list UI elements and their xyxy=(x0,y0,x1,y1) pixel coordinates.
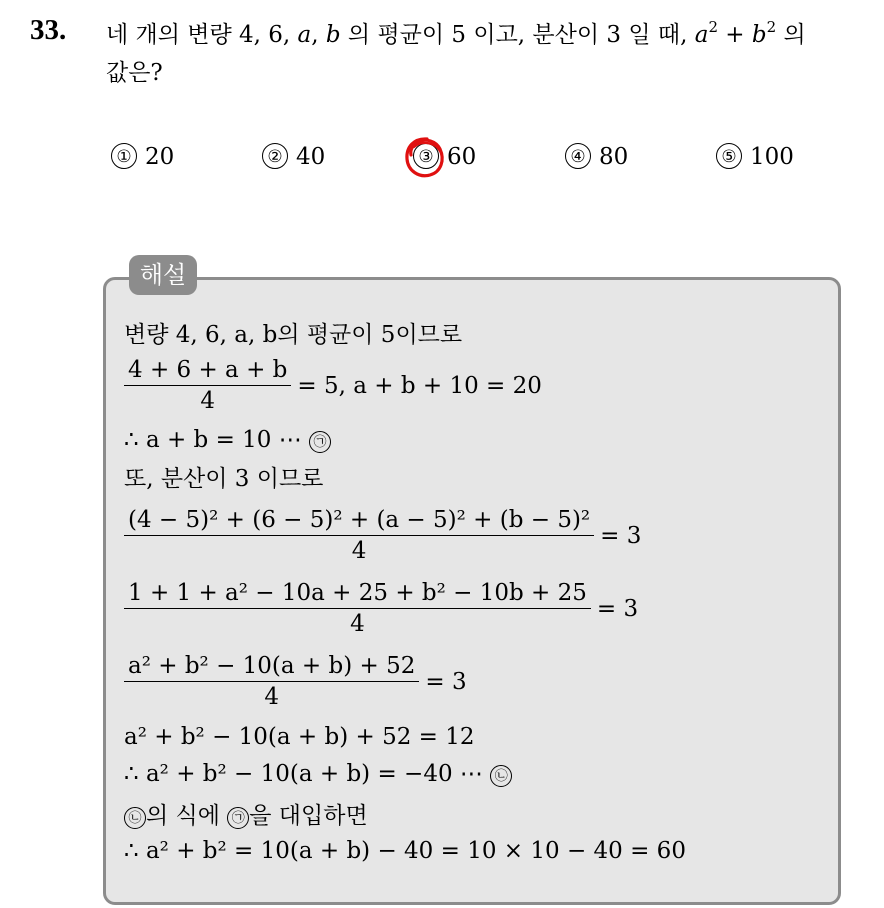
solution-line-sum xyxy=(124,427,331,453)
comma: , xyxy=(311,22,326,48)
question-text-suffix: 의 xyxy=(776,22,806,48)
label-nieun: ㉡ xyxy=(124,807,146,829)
fraction-rhs: = 3 xyxy=(425,668,467,695)
choice-value: 40 xyxy=(296,144,326,170)
answer-choice-5[interactable] xyxy=(716,143,794,170)
choice-number: ① xyxy=(111,143,137,169)
exponent: 2 xyxy=(708,18,718,36)
var-a: a xyxy=(297,22,312,48)
choice-number: ⑤ xyxy=(716,143,742,169)
choice-value: 80 xyxy=(599,144,629,170)
question-text-line-2: 값은? xyxy=(106,60,163,86)
solution-tab-label: 해설 xyxy=(129,255,197,295)
minus40-text: ∴ a² + b² − 10(a + b) = −40 ⋯ xyxy=(124,761,491,787)
question-text-mid: 의 평균이 5 이고, 분산이 3 일 때, xyxy=(340,22,695,48)
choice-number: ④ xyxy=(565,143,591,169)
solution-line-1: 변량 4, 6, a, b의 평균이 5이므로 xyxy=(124,322,463,348)
solution-fraction-3 xyxy=(124,578,638,639)
question-text-prefix: 네 개의 변량 4, 6, xyxy=(106,22,298,48)
answer-choice-1[interactable] xyxy=(111,143,174,170)
fraction-numerator: 1 + 1 + a² − 10a + 25 + b² − 10b + 25 xyxy=(124,578,591,609)
solution-fraction-2 xyxy=(124,505,641,566)
substitute-text-1: 의 식에 xyxy=(146,803,228,829)
fraction-denominator: 4 xyxy=(351,538,367,564)
fraction-rhs: = 3 xyxy=(596,595,639,622)
question-text-line-1 xyxy=(106,16,806,49)
solution-fraction-1 xyxy=(124,355,542,416)
fraction-rhs: = 5, a + b + 10 = 20 xyxy=(297,372,542,399)
solution-line-variance-intro: 또, 분산이 3 이므로 xyxy=(124,466,324,492)
exponent-2: 2 xyxy=(766,18,777,36)
substitute-text-2: 을 대입하면 xyxy=(249,803,368,829)
label-giyeok: ㉠ xyxy=(309,431,331,453)
question-number: 33. xyxy=(30,14,67,46)
fraction-numerator: a² + b² − 10(a + b) + 52 xyxy=(124,651,419,682)
label-giyeok: ㉠ xyxy=(227,807,249,829)
var-b-2: b xyxy=(751,22,767,48)
solution-line-minus40 xyxy=(124,761,512,787)
fraction-numerator: (4 − 5)² + (6 − 5)² + (a − 5)² + (b − 5)² xyxy=(124,505,594,536)
solution-line-substitute xyxy=(124,797,368,830)
answer-circle-mark-icon xyxy=(402,135,448,181)
solution-line-12: a² + b² − 10(a + b) + 52 = 12 xyxy=(124,724,475,750)
fraction-denominator: 4 xyxy=(200,388,216,414)
fraction-denominator: 4 xyxy=(264,684,279,710)
var-b: b xyxy=(325,22,341,48)
choice-number: ③ xyxy=(413,143,439,169)
plus-sign: + xyxy=(717,22,752,48)
choice-value: 60 xyxy=(447,144,477,170)
fraction-denominator: 4 xyxy=(350,611,365,637)
choice-value: 100 xyxy=(750,144,794,170)
choice-value: 20 xyxy=(145,144,175,170)
label-nieun: ㉡ xyxy=(490,765,512,787)
sum-text: ∴ a + b = 10 ⋯ xyxy=(124,427,310,453)
fraction-numerator: 4 + 6 + a + b xyxy=(124,355,291,386)
solution-fraction-4 xyxy=(124,651,467,712)
answer-choice-2[interactable] xyxy=(262,143,325,170)
answer-choice-4[interactable] xyxy=(565,143,628,170)
fraction-rhs: = 3 xyxy=(600,522,642,549)
choice-number: ② xyxy=(262,143,288,169)
var-a-2: a xyxy=(694,22,709,48)
solution-line-final: ∴ a² + b² = 10(a + b) − 40 = 10 × 10 − 40 = 60 xyxy=(124,838,686,864)
